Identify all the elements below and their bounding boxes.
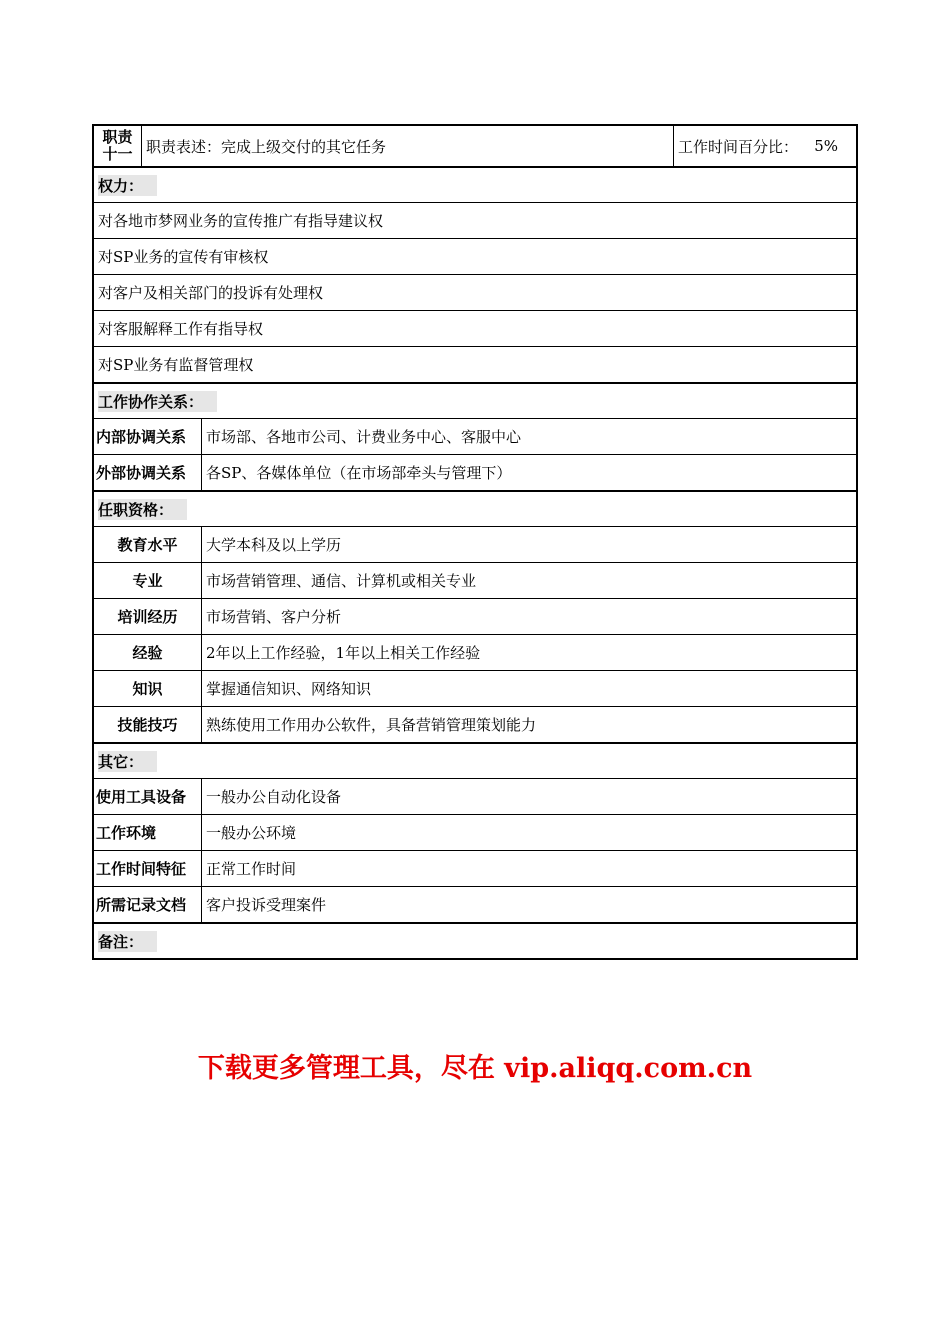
other-heading-row bbox=[94, 742, 856, 778]
authority-item-text: 对各地市梦网业务的宣传推广有指导建议权 bbox=[98, 212, 384, 230]
other-heading: 其它： bbox=[94, 744, 157, 778]
job-description-table bbox=[92, 124, 858, 960]
authority-item-text: 对SP业务的宣传有审核权 bbox=[98, 248, 269, 266]
other-label: 使用工具设备 bbox=[94, 779, 202, 814]
other-value: 一般办公环境 bbox=[206, 824, 297, 842]
duty-percent-value: 5% bbox=[814, 137, 838, 155]
other-row bbox=[94, 850, 856, 886]
qualification-row bbox=[94, 598, 856, 634]
other-label: 所需记录文档 bbox=[94, 887, 202, 922]
authority-item bbox=[94, 346, 856, 382]
qualification-row bbox=[94, 706, 856, 742]
other-label: 工作时间特征 bbox=[94, 851, 202, 886]
other-row bbox=[94, 778, 856, 814]
qualification-label: 技能技巧 bbox=[94, 707, 202, 742]
qualification-value: 熟练使用工作用办公软件，具备营销管理策划能力 bbox=[206, 716, 537, 734]
qualification-row bbox=[94, 634, 856, 670]
duty-number-line2: 十一 bbox=[102, 145, 133, 163]
authority-item bbox=[94, 238, 856, 274]
qualification-heading-row bbox=[94, 490, 856, 526]
qualification-row bbox=[94, 526, 856, 562]
qualification-value: 市场营销管理、通信、计算机或相关专业 bbox=[206, 572, 477, 590]
qualification-value: 掌握通信知识、网络知识 bbox=[206, 680, 372, 698]
authority-item bbox=[94, 274, 856, 310]
other-label: 工作环境 bbox=[94, 815, 202, 850]
qualification-row bbox=[94, 562, 856, 598]
other-value: 正常工作时间 bbox=[206, 860, 297, 878]
authority-item-text: 对客服解释工作有指导权 bbox=[98, 320, 264, 338]
collaboration-heading: 工作协作关系： bbox=[94, 384, 217, 418]
authority-heading: 权力： bbox=[94, 168, 157, 202]
qualification-label: 教育水平 bbox=[94, 527, 202, 562]
authority-heading-row bbox=[94, 166, 856, 202]
internal-relation-value: 市场部、各地市公司、计费业务中心、客服中心 bbox=[206, 428, 522, 446]
qualification-value: 大学本科及以上学历 bbox=[206, 536, 342, 554]
qualification-heading: 任职资格： bbox=[94, 492, 187, 526]
internal-relation-label: 内部协调关系 bbox=[94, 419, 202, 454]
qualification-label: 专业 bbox=[94, 563, 202, 598]
duty-number bbox=[94, 126, 142, 166]
remarks-heading: 备注： bbox=[94, 924, 157, 958]
other-row bbox=[94, 814, 856, 850]
qualification-label: 培训经历 bbox=[94, 599, 202, 634]
duty-number-line1: 职责 bbox=[102, 128, 133, 146]
duty-percent-label: 工作时间百分比： bbox=[678, 137, 799, 156]
duty-description: 职责表述：完成上级交付的其它任务 bbox=[142, 126, 674, 166]
qualification-value: 2年以上工作经验，1年以上相关工作经验 bbox=[206, 644, 481, 662]
external-relation-row bbox=[94, 454, 856, 490]
qualification-label: 知识 bbox=[94, 671, 202, 706]
duty-percent bbox=[674, 126, 856, 166]
external-relation-value: 各SP、各媒体单位（在市场部牵头与管理下） bbox=[206, 464, 512, 482]
collaboration-heading-row bbox=[94, 382, 856, 418]
authority-item-text: 对SP业务有监督管理权 bbox=[98, 356, 254, 374]
duty-row bbox=[94, 126, 856, 166]
other-row bbox=[94, 886, 856, 922]
other-value: 客户投诉受理案件 bbox=[206, 896, 327, 914]
footer-promo-text: 下载更多管理工具，尽在 vip.aliqq.com.cn bbox=[197, 1053, 753, 1084]
qualification-row bbox=[94, 670, 856, 706]
qualification-value: 市场营销、客户分析 bbox=[206, 608, 342, 626]
other-value: 一般办公自动化设备 bbox=[206, 788, 342, 806]
qualification-label: 经验 bbox=[94, 635, 202, 670]
remarks-row bbox=[94, 922, 856, 958]
authority-item bbox=[94, 310, 856, 346]
authority-item bbox=[94, 202, 856, 238]
external-relation-label: 外部协调关系 bbox=[94, 455, 202, 490]
authority-item-text: 对客户及相关部门的投诉有处理权 bbox=[98, 284, 324, 302]
internal-relation-row bbox=[94, 418, 856, 454]
